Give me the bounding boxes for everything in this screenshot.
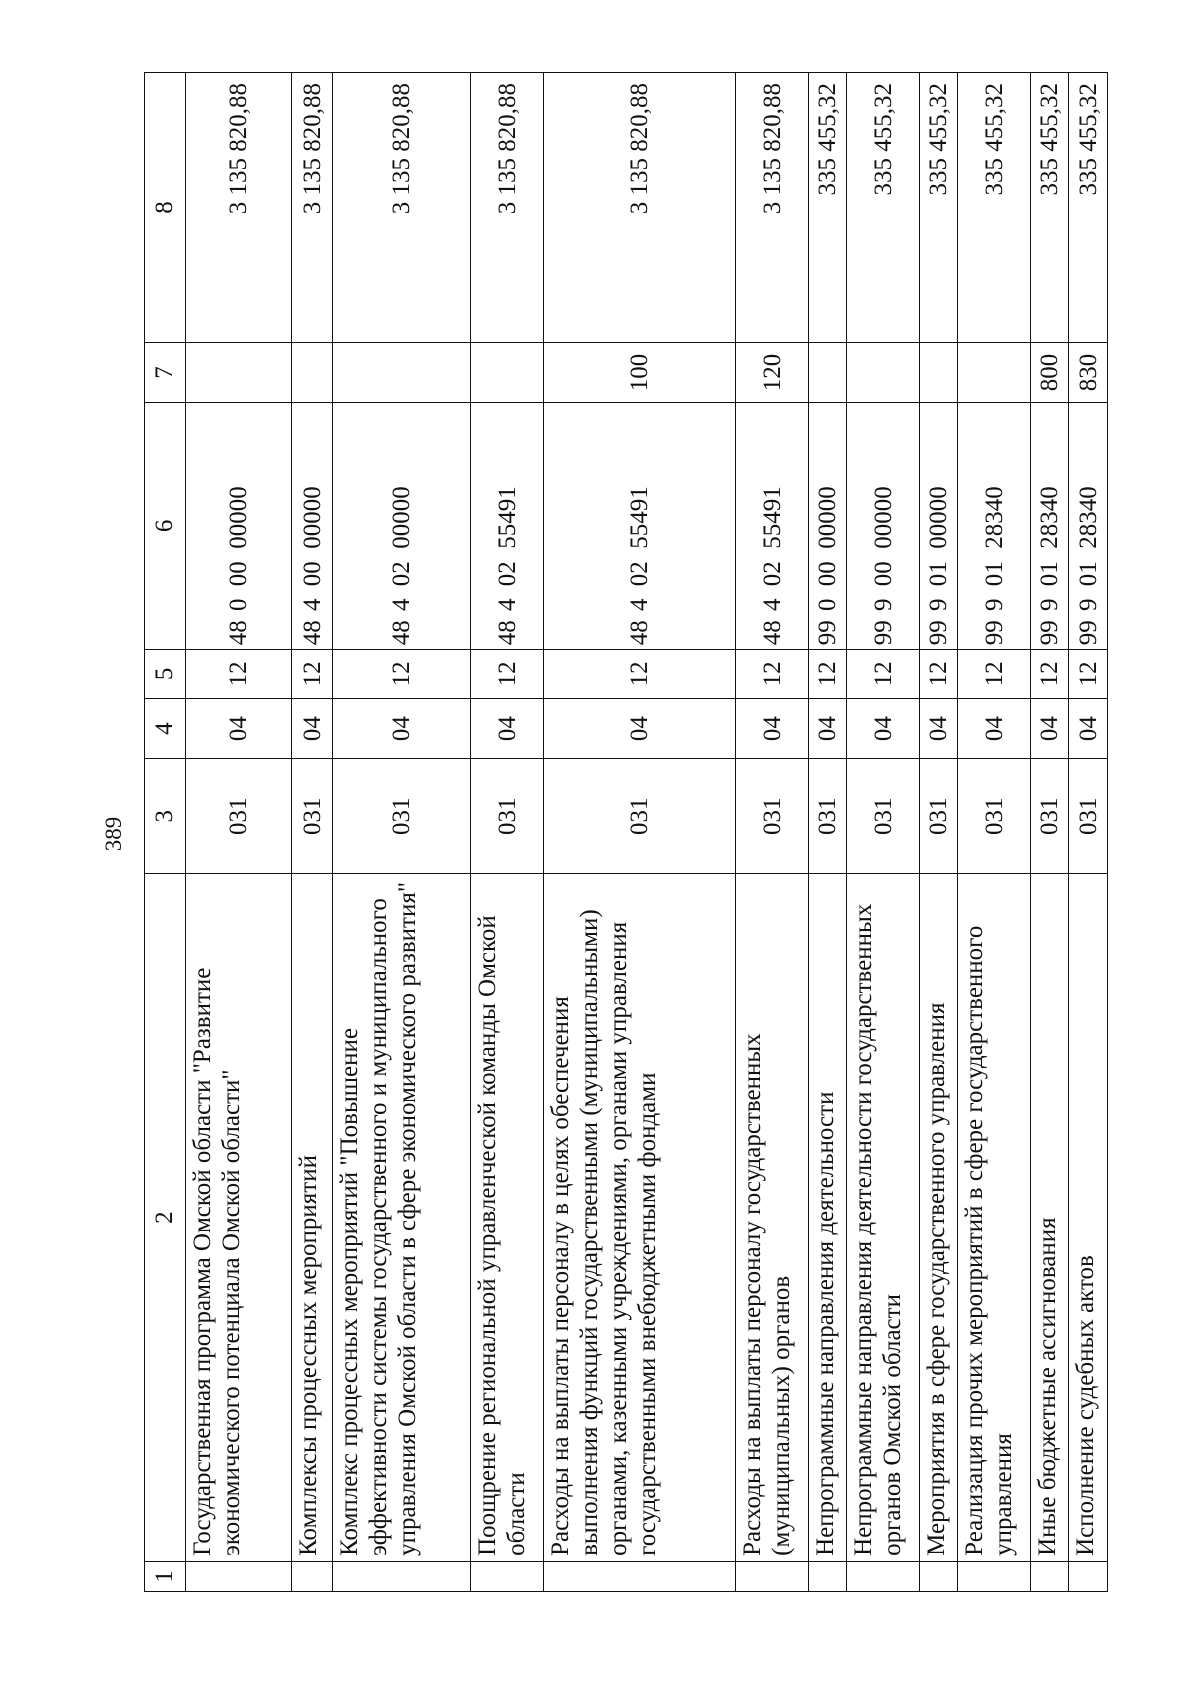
ministry-code-cell: 031 — [185, 759, 291, 874]
subsection-cell: 12 — [847, 649, 920, 698]
amount-cell: 3 135 820,88 — [543, 73, 736, 343]
section-cell: 04 — [543, 698, 736, 758]
table-row — [736, 73, 809, 1592]
table-row — [919, 73, 958, 1592]
row-name-cell: Мероприятия в сфере государственного управления — [919, 874, 958, 1562]
code-part: 4 — [298, 598, 326, 611]
row-name-cell: Непрограммные направления деятельности государственных органов Омской области — [847, 874, 920, 1562]
section-cell: 04 — [1069, 698, 1108, 758]
row-number-cell — [471, 1561, 544, 1591]
header-cell: 7 — [145, 342, 186, 402]
section-cell: 04 — [808, 698, 847, 758]
amount-cell: 335 455,32 — [808, 73, 847, 343]
ministry-code-cell: 031 — [736, 759, 809, 874]
section-cell: 04 — [185, 698, 291, 758]
row-name-cell: Комплексы процессных мероприятий — [292, 874, 333, 1562]
table-row — [185, 73, 291, 1592]
amount-cell: 3 135 820,88 — [292, 73, 333, 343]
row-number-cell — [292, 1561, 333, 1591]
header-cell: 5 — [145, 649, 186, 698]
code-part: 4 — [626, 598, 654, 611]
table-row — [1030, 73, 1069, 1592]
code-part: 00000 — [298, 486, 326, 549]
expense-type-cell — [185, 342, 291, 402]
table-row — [847, 73, 920, 1592]
row-number-cell — [333, 1561, 471, 1591]
header-cell: 1 — [145, 1561, 186, 1591]
code-part: 99 — [1036, 620, 1064, 646]
section-cell: 04 — [958, 698, 1031, 758]
code-part: 48 — [758, 620, 786, 646]
subsection-cell: 12 — [808, 649, 847, 698]
code-part: 9 — [1036, 598, 1064, 611]
expense-type-cell — [471, 342, 544, 402]
code-part: 0 — [225, 598, 253, 611]
target-article-code — [736, 403, 808, 649]
subsection-cell: 12 — [1069, 649, 1108, 698]
target-article-code — [958, 403, 1030, 649]
code-part: 00 — [298, 561, 326, 587]
row-name-cell: Иные бюджетные ассигнования — [1030, 874, 1069, 1562]
header-cell: 3 — [145, 759, 186, 874]
code-part: 02 — [626, 561, 654, 587]
code-part: 28340 — [1074, 486, 1102, 549]
code-part: 01 — [1074, 561, 1102, 587]
ministry-code-cell: 031 — [808, 759, 847, 874]
row-number-cell — [1069, 1561, 1108, 1591]
section-cell: 04 — [919, 698, 958, 758]
target-article-code — [292, 403, 332, 649]
row-name-cell: Комплекс процессных мероприятий "Повышение эффективности системы государственного и муниципального управления Омской области в сфере экономического развития" — [333, 874, 471, 1562]
header-row — [145, 73, 186, 1592]
subsection-cell: 12 — [185, 649, 291, 698]
code-part: 28340 — [980, 486, 1008, 549]
target-article-cell — [1030, 403, 1069, 650]
subsection-cell: 12 — [471, 649, 544, 698]
ministry-code-cell: 031 — [471, 759, 544, 874]
ministry-code-cell: 031 — [292, 759, 333, 874]
table-row — [958, 73, 1031, 1592]
code-part: 48 — [388, 620, 416, 646]
ministry-code-cell: 031 — [958, 759, 1031, 874]
target-article-code — [544, 403, 736, 649]
code-part: 99 — [980, 620, 1008, 646]
amount-cell: 335 455,32 — [1030, 73, 1069, 343]
code-part: 55491 — [493, 486, 521, 549]
target-article-cell — [292, 403, 333, 650]
row-name-cell: Расходы на выплаты персоналу в целях обеспечения выполнения функций государственными (муниципальными) органами, казенными учреждениями, органами управления государственными внебюджетными фондами — [543, 874, 736, 1562]
target-article-cell — [185, 403, 291, 650]
expense-type-cell — [292, 342, 333, 402]
row-number-cell — [808, 1561, 847, 1591]
expense-type-cell: 120 — [736, 342, 809, 402]
target-article-code — [186, 403, 291, 649]
subsection-cell: 12 — [1030, 649, 1069, 698]
target-article-code — [847, 403, 919, 649]
expense-type-cell — [333, 342, 471, 402]
page-number: 389 — [101, 816, 126, 852]
expense-type-cell: 800 — [1030, 342, 1069, 402]
row-name-cell: Поощрение региональной управленческой команды Омской области — [471, 874, 544, 1562]
code-part: 4 — [758, 598, 786, 611]
expense-type-cell: 830 — [1069, 342, 1108, 402]
ministry-code-cell: 031 — [919, 759, 958, 874]
section-cell: 04 — [847, 698, 920, 758]
code-part: 01 — [1036, 561, 1064, 587]
target-article-code — [1031, 403, 1069, 649]
code-part: 28340 — [1036, 486, 1064, 549]
target-article-cell — [847, 403, 920, 650]
target-article-cell — [919, 403, 958, 650]
expense-type-cell — [808, 342, 847, 402]
rotated-table-wrapper — [144, 72, 1108, 1592]
amount-cell: 335 455,32 — [919, 73, 958, 343]
code-part: 00000 — [388, 486, 416, 549]
code-part: 02 — [493, 561, 521, 587]
row-number-cell — [958, 1561, 1031, 1591]
row-number-cell — [543, 1561, 736, 1591]
code-part: 02 — [388, 561, 416, 587]
budget-table — [144, 72, 1108, 1592]
target-article-code — [920, 403, 958, 649]
table-row — [471, 73, 544, 1592]
target-article-cell — [1069, 403, 1108, 650]
code-part: 55491 — [626, 486, 654, 549]
code-part: 00000 — [925, 486, 953, 549]
target-article-code — [1069, 403, 1107, 649]
header-cell: 4 — [145, 698, 186, 758]
row-name-cell: Государственная программа Омской области "Развитие экономического потенциала Омской области" — [185, 874, 291, 1562]
row-name-cell: Непрограммные направления деятельности — [808, 874, 847, 1562]
subsection-cell: 12 — [919, 649, 958, 698]
table-row — [1069, 73, 1108, 1592]
code-part: 00000 — [225, 486, 253, 549]
target-article-code — [809, 403, 847, 649]
ministry-code-cell: 031 — [333, 759, 471, 874]
code-part: 99 — [1074, 620, 1102, 646]
target-article-cell — [543, 403, 736, 650]
subsection-cell: 12 — [958, 649, 1031, 698]
row-name-cell: Расходы на выплаты персоналу государственных (муниципальных) органов — [736, 874, 809, 1562]
code-part: 4 — [493, 598, 521, 611]
code-part: 0 — [814, 598, 842, 611]
code-part: 00 — [869, 561, 897, 587]
subsection-cell: 12 — [543, 649, 736, 698]
code-part: 48 — [298, 620, 326, 646]
code-part: 00 — [814, 561, 842, 587]
target-article-code — [471, 403, 543, 649]
code-part: 00000 — [814, 486, 842, 549]
row-number-cell — [185, 1561, 291, 1591]
section-cell: 04 — [736, 698, 809, 758]
table-row — [543, 73, 736, 1592]
code-part: 02 — [758, 561, 786, 587]
subsection-cell: 12 — [736, 649, 809, 698]
expense-type-cell — [958, 342, 1031, 402]
subsection-cell: 12 — [292, 649, 333, 698]
amount-cell: 3 135 820,88 — [185, 73, 291, 343]
code-part: 48 — [493, 620, 521, 646]
code-part: 48 — [626, 620, 654, 646]
code-part: 99 — [869, 620, 897, 646]
section-cell: 04 — [471, 698, 544, 758]
row-name-cell: Исполнение судебных актов — [1069, 874, 1108, 1562]
code-part: 99 — [814, 620, 842, 646]
header-cell: 6 — [145, 403, 186, 650]
table-body — [145, 73, 1108, 1592]
code-part: 01 — [980, 561, 1008, 587]
target-article-code — [333, 403, 470, 649]
row-name-cell: Реализация прочих мероприятий в сфере государственного управления — [958, 874, 1031, 1562]
amount-cell: 335 455,32 — [958, 73, 1031, 343]
ministry-code-cell: 031 — [1069, 759, 1108, 874]
code-part: 4 — [388, 598, 416, 611]
amount-cell: 335 455,32 — [847, 73, 920, 343]
table-row — [808, 73, 847, 1592]
header-cell: 2 — [145, 874, 186, 1562]
row-number-cell — [736, 1561, 809, 1591]
target-article-cell — [958, 403, 1031, 650]
ministry-code-cell: 031 — [543, 759, 736, 874]
amount-cell: 335 455,32 — [1069, 73, 1108, 343]
table-row — [292, 73, 333, 1592]
code-part: 55491 — [758, 486, 786, 549]
table-row — [333, 73, 471, 1592]
ministry-code-cell: 031 — [847, 759, 920, 874]
row-number-cell — [919, 1561, 958, 1591]
code-part: 01 — [925, 561, 953, 587]
amount-cell: 3 135 820,88 — [736, 73, 809, 343]
code-part: 00000 — [869, 486, 897, 549]
code-part: 48 — [225, 620, 253, 646]
header-cell: 8 — [145, 73, 186, 343]
expense-type-cell — [847, 342, 920, 402]
expense-type-cell: 100 — [543, 342, 736, 402]
expense-type-cell — [919, 342, 958, 402]
code-part: 9 — [925, 598, 953, 611]
target-article-cell — [736, 403, 809, 650]
target-article-cell — [808, 403, 847, 650]
row-number-cell — [1030, 1561, 1069, 1591]
target-article-cell — [333, 403, 471, 650]
code-part: 99 — [925, 620, 953, 646]
section-cell: 04 — [1030, 698, 1069, 758]
code-part: 9 — [980, 598, 1008, 611]
target-article-cell — [471, 403, 544, 650]
code-part: 00 — [225, 561, 253, 587]
subsection-cell: 12 — [333, 649, 471, 698]
ministry-code-cell: 031 — [1030, 759, 1069, 874]
section-cell: 04 — [333, 698, 471, 758]
code-part: 9 — [1074, 598, 1102, 611]
amount-cell: 3 135 820,88 — [471, 73, 544, 343]
amount-cell: 3 135 820,88 — [333, 73, 471, 343]
code-part: 9 — [869, 598, 897, 611]
row-number-cell — [847, 1561, 920, 1591]
section-cell: 04 — [292, 698, 333, 758]
